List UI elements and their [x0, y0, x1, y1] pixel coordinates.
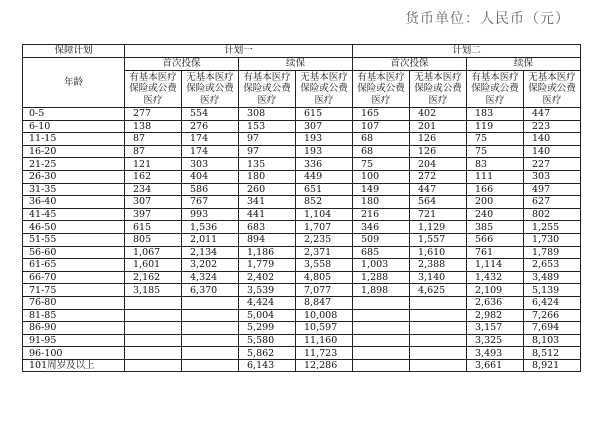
premium-cell: 165	[353, 108, 410, 121]
premium-cell	[353, 359, 410, 372]
premium-cell	[410, 347, 467, 360]
premium-cell: 107	[353, 120, 410, 133]
premium-cell	[353, 347, 410, 360]
age-cell: 26-30	[23, 170, 125, 183]
premium-cell: 5,139	[524, 284, 581, 297]
premium-cell: 240	[467, 208, 524, 221]
premium-cell: 4,625	[410, 284, 467, 297]
premium-cell: 447	[524, 108, 581, 121]
age-cell: 71-75	[23, 284, 125, 297]
premium-cell: 10,008	[296, 309, 353, 322]
premium-cell: 166	[467, 183, 524, 196]
premium-cell	[125, 309, 182, 322]
table-row	[23, 246, 581, 259]
premium-cell: 11,160	[296, 334, 353, 347]
table-row	[23, 284, 581, 297]
premium-cell: 685	[353, 246, 410, 259]
age-cell: 51-55	[23, 233, 125, 246]
premium-cell: 308	[239, 108, 296, 121]
table-row	[23, 259, 581, 272]
premium-cell: 87	[125, 145, 182, 158]
header-without-insurance: 无基本医疗保险或公费医疗	[524, 71, 581, 108]
header-plan2-renew: 续保	[467, 58, 581, 71]
premium-cell	[182, 296, 239, 309]
premium-cell: 216	[353, 208, 410, 221]
premium-cell: 2,982	[467, 309, 524, 322]
premium-cell: 6,370	[182, 284, 239, 297]
premium-cell: 2,388	[410, 259, 467, 272]
premium-cell	[125, 296, 182, 309]
premium-cell: 3,489	[524, 271, 581, 284]
premium-cell: 223	[524, 120, 581, 133]
table-row	[23, 221, 581, 234]
premium-cell	[182, 347, 239, 360]
premium-cell: 87	[125, 133, 182, 146]
age-cell: 76-80	[23, 296, 125, 309]
premium-cell: 140	[524, 145, 581, 158]
premium-cell	[410, 334, 467, 347]
premium-cell	[353, 296, 410, 309]
premium-cell: 3,140	[410, 271, 467, 284]
header-without-insurance: 无基本医疗保险或公费医疗	[296, 71, 353, 108]
premium-cell: 11,723	[296, 347, 353, 360]
premium-cell: 1,114	[467, 259, 524, 272]
table-row	[23, 145, 581, 158]
table-row	[23, 196, 581, 209]
premium-cell: 651	[296, 183, 353, 196]
premium-cell: 276	[182, 120, 239, 133]
age-cell: 91-95	[23, 334, 125, 347]
premium-cell: 180	[239, 170, 296, 183]
premium-cell: 402	[410, 108, 467, 121]
premium-cell: 5,862	[239, 347, 296, 360]
premium-cell: 615	[296, 108, 353, 121]
currency-unit-label: 货币单位：人民币（元）	[405, 11, 570, 27]
premium-cell: 397	[125, 208, 182, 221]
premium-cell: 4,324	[182, 271, 239, 284]
premium-cell: 805	[125, 233, 182, 246]
premium-cell	[410, 309, 467, 322]
premium-cell: 2,162	[125, 271, 182, 284]
premium-cell	[182, 322, 239, 335]
premium-cell: 627	[524, 196, 581, 209]
premium-cell: 3,661	[467, 359, 524, 372]
premium-cell: 1,789	[524, 246, 581, 259]
premium-cell	[125, 322, 182, 335]
premium-cell: 126	[410, 133, 467, 146]
table-row	[23, 208, 581, 221]
premium-cell: 174	[182, 145, 239, 158]
premium-cell: 3,539	[239, 284, 296, 297]
premium-cell: 260	[239, 183, 296, 196]
premium-cell: 138	[125, 120, 182, 133]
premium-cell: 509	[353, 233, 410, 246]
premium-cell: 135	[239, 158, 296, 171]
premium-cell: 1,536	[182, 221, 239, 234]
header-with-insurance: 有基本医疗保险或公费医疗	[239, 71, 296, 108]
premium-cell: 97	[239, 133, 296, 146]
age-cell: 21-25	[23, 158, 125, 171]
header-plan1-first-enroll: 首次投保	[125, 58, 239, 71]
premium-cell: 307	[125, 196, 182, 209]
premium-cell: 174	[182, 133, 239, 146]
premium-cell: 97	[239, 145, 296, 158]
premium-cell: 2,011	[182, 233, 239, 246]
premium-cell: 7,266	[524, 309, 581, 322]
header-with-insurance: 有基本医疗保险或公费医疗	[125, 71, 182, 108]
premium-cell: 180	[353, 196, 410, 209]
premium-cell: 83	[467, 158, 524, 171]
age-cell: 81-85	[23, 309, 125, 322]
premium-cell: 2,134	[182, 246, 239, 259]
premium-cell: 3,558	[296, 259, 353, 272]
premium-cell: 68	[353, 133, 410, 146]
premium-cell: 193	[296, 133, 353, 146]
premium-cell: 566	[467, 233, 524, 246]
premium-cell: 404	[182, 170, 239, 183]
rate-rows	[23, 108, 581, 372]
premium-cell: 1,129	[410, 221, 467, 234]
premium-cell: 564	[410, 196, 467, 209]
premium-cell: 3,493	[467, 347, 524, 360]
premium-cell: 336	[296, 158, 353, 171]
premium-cell: 227	[524, 158, 581, 171]
premium-cell: 1,557	[410, 233, 467, 246]
premium-cell	[410, 296, 467, 309]
premium-cell: 1,610	[410, 246, 467, 259]
premium-cell: 385	[467, 221, 524, 234]
age-cell: 11-15	[23, 133, 125, 146]
age-cell: 6-10	[23, 120, 125, 133]
premium-cell: 1,898	[353, 284, 410, 297]
premium-cell: 234	[125, 183, 182, 196]
premium-cell: 3,157	[467, 322, 524, 335]
age-cell: 0-5	[23, 108, 125, 121]
premium-cell: 447	[410, 183, 467, 196]
table-row	[23, 309, 581, 322]
header-without-insurance: 无基本医疗保险或公费医疗	[410, 71, 467, 108]
header-age: 年龄	[23, 58, 125, 108]
premium-cell: 1,288	[353, 271, 410, 284]
age-cell: 66-70	[23, 271, 125, 284]
premium-cell	[125, 334, 182, 347]
premium-cell: 2,371	[296, 246, 353, 259]
premium-cell: 307	[296, 120, 353, 133]
premium-cell: 852	[296, 196, 353, 209]
premium-cell: 8,921	[524, 359, 581, 372]
premium-cell: 8,847	[296, 296, 353, 309]
premium-cell: 119	[467, 120, 524, 133]
premium-cell: 2,636	[467, 296, 524, 309]
premium-cell	[182, 309, 239, 322]
age-cell: 46-50	[23, 221, 125, 234]
header-coverage-plan: 保障计划	[23, 45, 125, 58]
premium-cell: 8,512	[524, 347, 581, 360]
premium-cell	[125, 347, 182, 360]
premium-cell: 615	[125, 221, 182, 234]
premium-cell: 1,067	[125, 246, 182, 259]
table-row	[23, 108, 581, 121]
table-row	[23, 359, 581, 372]
header-with-insurance: 有基本医疗保险或公费医疗	[467, 71, 524, 108]
premium-cell: 441	[239, 208, 296, 221]
premium-cell	[353, 334, 410, 347]
premium-cell: 5,299	[239, 322, 296, 335]
premium-cell: 802	[524, 208, 581, 221]
premium-cell: 303	[524, 170, 581, 183]
premium-cell: 554	[182, 108, 239, 121]
premium-cell: 5,580	[239, 334, 296, 347]
premium-cell: 767	[182, 196, 239, 209]
premium-cell: 3,185	[125, 284, 182, 297]
table-row	[23, 158, 581, 171]
age-cell: 16-20	[23, 145, 125, 158]
table-row	[23, 120, 581, 133]
premium-cell: 140	[524, 133, 581, 146]
premium-cell: 204	[410, 158, 467, 171]
age-cell: 61-65	[23, 259, 125, 272]
header-plan-one: 计划一	[125, 45, 353, 58]
premium-cell: 75	[467, 133, 524, 146]
premium-cell: 586	[182, 183, 239, 196]
premium-cell: 721	[410, 208, 467, 221]
header-plan-two: 计划二	[353, 45, 581, 58]
premium-rate-table	[22, 44, 581, 372]
premium-cell: 1,779	[239, 259, 296, 272]
premium-cell: 10,597	[296, 322, 353, 335]
table-row	[23, 133, 581, 146]
premium-cell	[125, 359, 182, 372]
premium-cell: 200	[467, 196, 524, 209]
premium-cell: 149	[353, 183, 410, 196]
age-cell: 56-60	[23, 246, 125, 259]
premium-cell: 6,143	[239, 359, 296, 372]
age-cell: 86-90	[23, 322, 125, 335]
premium-cell: 4,805	[296, 271, 353, 284]
premium-cell: 1,432	[467, 271, 524, 284]
premium-cell	[410, 322, 467, 335]
header-plan2-first-enroll: 首次投保	[353, 58, 467, 71]
premium-cell: 1,730	[524, 233, 581, 246]
premium-cell: 121	[125, 158, 182, 171]
table-row	[23, 296, 581, 309]
age-cell: 36-40	[23, 196, 125, 209]
premium-cell: 2,402	[239, 271, 296, 284]
premium-cell	[410, 359, 467, 372]
premium-cell: 497	[524, 183, 581, 196]
premium-cell: 68	[353, 145, 410, 158]
premium-cell: 894	[239, 233, 296, 246]
header-without-insurance: 无基本医疗保险或公费医疗	[182, 71, 239, 108]
premium-cell: 1,707	[296, 221, 353, 234]
premium-cell: 7,694	[524, 322, 581, 335]
premium-cell: 303	[182, 158, 239, 171]
premium-cell: 1,601	[125, 259, 182, 272]
age-cell: 31-35	[23, 183, 125, 196]
premium-cell	[182, 334, 239, 347]
premium-cell: 1,104	[296, 208, 353, 221]
table-row	[23, 322, 581, 335]
premium-cell: 3,202	[182, 259, 239, 272]
premium-cell: 75	[353, 158, 410, 171]
premium-cell: 126	[410, 145, 467, 158]
premium-cell: 8,103	[524, 334, 581, 347]
premium-cell: 761	[467, 246, 524, 259]
premium-cell: 1,003	[353, 259, 410, 272]
premium-cell: 2,653	[524, 259, 581, 272]
table-row	[23, 233, 581, 246]
premium-cell: 111	[467, 170, 524, 183]
table-row	[23, 170, 581, 183]
header-with-insurance: 有基本医疗保险或公费医疗	[353, 71, 410, 108]
premium-cell: 346	[353, 221, 410, 234]
premium-cell	[353, 322, 410, 335]
age-cell: 101周岁及以上	[23, 359, 125, 372]
premium-cell: 2,235	[296, 233, 353, 246]
premium-cell: 7,077	[296, 284, 353, 297]
premium-cell: 4,424	[239, 296, 296, 309]
premium-cell: 100	[353, 170, 410, 183]
premium-cell: 277	[125, 108, 182, 121]
premium-cell	[353, 309, 410, 322]
premium-cell: 1,255	[524, 221, 581, 234]
header-plan1-renew: 续保	[239, 58, 353, 71]
premium-cell: 993	[182, 208, 239, 221]
premium-cell: 2,109	[467, 284, 524, 297]
premium-cell: 6,424	[524, 296, 581, 309]
table-row	[23, 334, 581, 347]
premium-cell: 3,325	[467, 334, 524, 347]
premium-cell: 1,186	[239, 246, 296, 259]
premium-cell: 193	[296, 145, 353, 158]
table-row	[23, 347, 581, 360]
premium-cell: 449	[296, 170, 353, 183]
premium-cell: 183	[467, 108, 524, 121]
premium-cell: 75	[467, 145, 524, 158]
premium-cell: 162	[125, 170, 182, 183]
premium-cell: 683	[239, 221, 296, 234]
table-row	[23, 271, 581, 284]
premium-cell: 272	[410, 170, 467, 183]
premium-cell: 12,286	[296, 359, 353, 372]
premium-cell: 5,004	[239, 309, 296, 322]
table-row	[23, 183, 581, 196]
premium-cell	[182, 359, 239, 372]
premium-cell: 153	[239, 120, 296, 133]
premium-cell: 341	[239, 196, 296, 209]
age-cell: 96-100	[23, 347, 125, 360]
age-cell: 41-45	[23, 208, 125, 221]
premium-cell: 201	[410, 120, 467, 133]
